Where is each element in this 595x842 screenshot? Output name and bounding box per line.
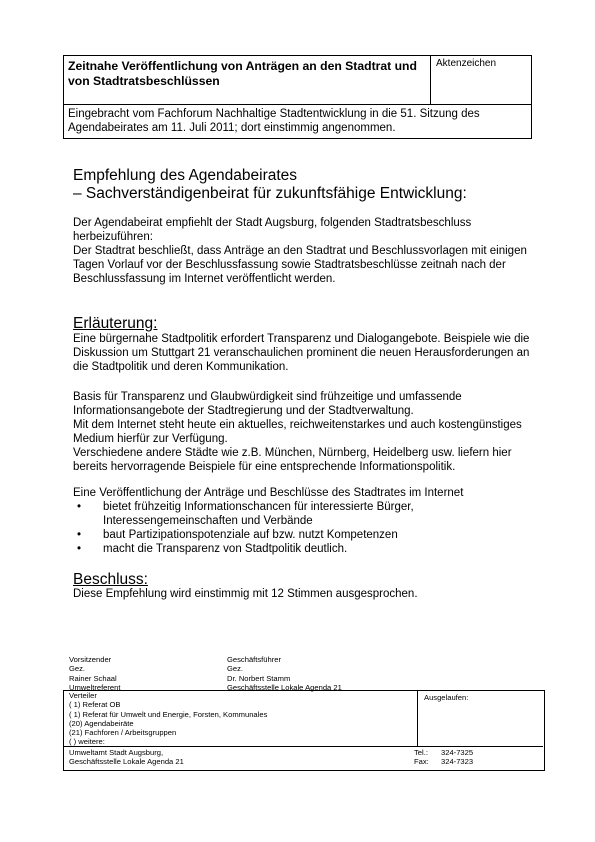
recommendation-text: Der Stadtrat beschließt, dass Anträge an den Stadtrat und Beschlussvorlagen mit einigen Tagen Vorlauf vor der Beschlussfassung sowie Stadtratsbeschlüsse zeitnah nach der Beschlussfassung im Internet veröffentlicht werden. — [73, 245, 527, 285]
document-title: Zeitnahe Veröffentlichung von Anträgen an den Stadtrat und von Stadtratsbeschlüssen — [68, 59, 417, 88]
signature-right: Geschäftsführer Gez. Dr. Norbert Stamm Geschäftsstelle Lokale Agenda 21 — [227, 655, 342, 692]
footer-phone-label: Tel.: — [414, 748, 428, 757]
recommendation-intro: Der Agendabeirat empfiehlt der Stadt Augsburg, folgenden Stadtratsbeschluss herbeizuführen: — [73, 217, 472, 243]
benefits-list — [73, 500, 513, 556]
recommendation-heading-line1: Empfehlung des Agendabeirates — [73, 167, 298, 184]
list-item: ( 1) Referat OB — [69, 700, 121, 710]
bullet-icon: • — [77, 529, 82, 541]
footer-fax-label: Fax: — [414, 757, 429, 766]
bullet-icon: • — [77, 543, 82, 555]
distribution-label: Verteiler — [69, 691, 97, 700]
distribution-list — [69, 691, 267, 747]
list-item: ( 1) Referat für Umwelt und Energie, Forsten, Kommunales — [69, 709, 268, 719]
explanation-paragraph-2c: Verschiedene andere Städte wie z.B. München, Nürnberg, Heidelberg usw. liefern hier bereits hervorragende Beispiele für eine entsprechende Informationspolitik. — [73, 447, 512, 473]
submission-note: Eingebracht vom Fachforum Nachhaltige Stadtentwicklung in die 51. Sitzung des Agendabeirates am 11. Juli 2011; dort einstimmig angenommen. — [68, 108, 480, 134]
explanation-paragraph-2b: Mit dem Internet steht heute ein aktuelles, reichweitenstarkes und auch kostengünstiges Medium hierfür zur Verfügung. — [73, 419, 522, 445]
header-divider-vertical — [430, 55, 431, 104]
footer-organization: Umweltamt Stadt Augsburg, Geschäftsstelle Lokale Agenda 21 — [69, 748, 184, 767]
list-item: (21) Fachforen / Arbeitsgruppen — [69, 728, 177, 738]
list-item: • baut Partizipationspotenziale auf bzw. nutzt Kompetenzen — [77, 529, 398, 541]
signature-left: Vorsitzender Gez. Rainer Schaal Umweltreferent — [69, 655, 121, 692]
footer-phone-value: 324-7325 — [441, 748, 474, 757]
list-item: (20) Agendabeiräte — [69, 718, 134, 728]
list-item: • macht die Transparenz von Stadtpolitik deutlich. — [77, 543, 348, 555]
bullet-icon: • — [77, 501, 82, 513]
aktenzeichen-label: Aktenzeichen — [436, 58, 497, 69]
explanation-paragraph-1: Eine bürgernahe Stadtpolitik erfordert Transparenz und Dialogangebote. Beispiele wie die Diskussion um Stuttgart 21 veranschaulichen prominent die neuen Herausforderungen an die Stadtpolitik und deren Kommunikation. — [73, 333, 530, 373]
list-item: • bietet frühzeitig Informationschancen für interessierte Bürger, Interessengemeinschaften und Verbände — [77, 501, 414, 527]
distribution-divider-vertical — [417, 690, 418, 746]
explanation-paragraph-2a: Basis für Transparenz und Glaubwürdigkeit sind frühzeitige und umfassende Informationsangebote der Stadtregierung und der Stadtverwaltung. — [73, 391, 462, 417]
explanation-heading: Erläuterung: — [73, 315, 158, 332]
recommendation-heading-line2: – Sachverständigenbeirat für zukunftsfähige Entwicklung: — [73, 185, 467, 202]
ausgelaufen-label: Ausgelaufen: — [424, 693, 469, 702]
list-item: ( ) weitere: — [69, 737, 105, 747]
decision-heading: Beschluss: — [73, 571, 148, 588]
decision-text: Diese Empfehlung wird einstimmig mit 12 Stimmen ausgesprochen. — [73, 588, 418, 600]
header-divider-horizontal — [63, 104, 531, 105]
footer-fax-value: 324-7323 — [441, 757, 474, 766]
explanation-paragraph-3: Eine Veröffentlichung der Anträge und Beschlüsse des Stadtrates im Internet — [73, 487, 464, 499]
